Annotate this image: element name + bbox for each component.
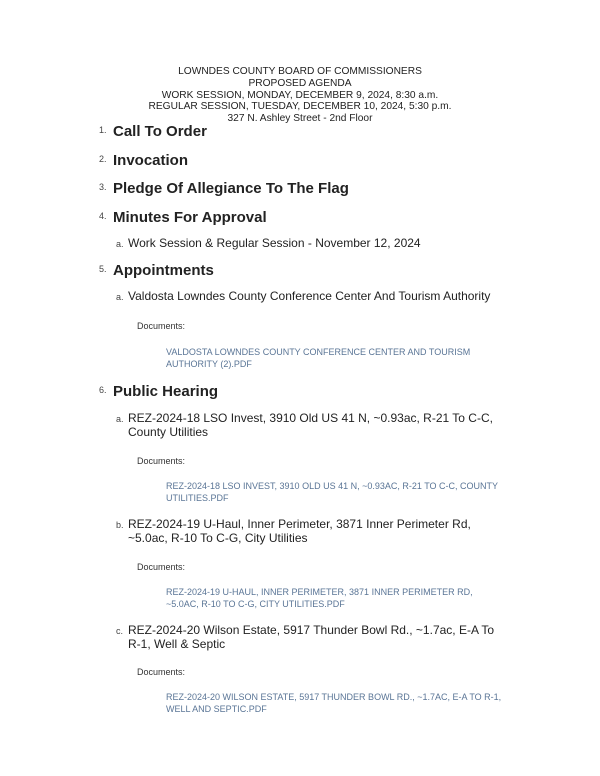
sub-item-rez-2024-20: REZ-2024-20 Wilson Estate, 5917 Thunder Bowl Rd., ~1.7ac, E-A To R-1, Well & Septic: [128, 623, 495, 651]
item-number: 1.: [99, 125, 107, 135]
item-title-invocation: Invocation: [113, 152, 189, 169]
item-title-minutes: Minutes For Approval: [113, 209, 267, 226]
documents-label: Documents:: [137, 456, 186, 466]
document-link[interactable]: REZ-2024-18 LSO INVEST, 3910 OLD US 41 N, ~0.93AC, R-21 TO C-C, COUNTY UTILITIES.PDF: [166, 481, 498, 503]
item-title-pledge: Pledge Of Allegiance To The Flag: [113, 180, 349, 197]
documents-label: Documents:: [137, 321, 186, 331]
sub-letter: a.: [116, 414, 124, 424]
header-line: LOWNDES COUNTY BOARD OF COMMISSIONERS: [178, 66, 422, 77]
sub-letter: b.: [116, 520, 124, 530]
header-line: WORK SESSION, MONDAY, DECEMBER 9, 2024, 8:30 a.m.: [161, 89, 439, 101]
sub-item-appointment: Valdosta Lowndes County Conference Center And Tourism Authority: [128, 289, 491, 303]
item-title-public-hearing: Public Hearing: [113, 383, 219, 400]
sub-letter: a.: [116, 292, 124, 302]
sub-item-minutes: Work Session & Regular Session - November 12, 2024: [128, 236, 421, 250]
sub-letter: c.: [116, 626, 124, 636]
header-line: REGULAR SESSION, TUESDAY, DECEMBER 10, 2024, 5:30 p.m.: [148, 101, 452, 113]
item-number: 6.: [99, 385, 107, 395]
document-link[interactable]: VALDOSTA LOWNDES COUNTY CONFERENCE CENTER AND TOURISM AUTHORITY (2).PDF: [166, 347, 471, 369]
agenda-header: [0, 66, 600, 125]
item-title-call-to-order: Call To Order: [113, 123, 207, 140]
documents-label: Documents:: [137, 562, 186, 572]
documents-label: Documents:: [137, 667, 186, 677]
item-number: 2.: [99, 154, 107, 164]
sub-letter: a.: [116, 239, 124, 249]
sub-item-rez-2024-19: REZ-2024-19 U-Haul, Inner Perimeter, 3871 Inner Perimeter Rd, ~5.0ac, R-10 To C-G, City Utilities: [128, 517, 471, 545]
sub-item-rez-2024-18: REZ-2024-18 LSO Invest, 3910 Old US 41 N, ~0.93ac, R-21 To C-C, County Utilities: [128, 411, 493, 439]
header-line: PROPOSED AGENDA: [248, 77, 352, 89]
document-link[interactable]: REZ-2024-20 WILSON ESTATE, 5917 THUNDER BOWL RD., ~1.7AC, E-A TO R-1, WELL AND SEPTIC.PDF: [166, 692, 502, 714]
item-number: 4.: [99, 211, 107, 221]
item-number: 3.: [99, 182, 107, 192]
item-title-appointments: Appointments: [113, 262, 214, 279]
header-line: 327 N. Ashley Street - 2nd Floor: [227, 113, 373, 125]
item-number: 5.: [99, 264, 107, 274]
document-link[interactable]: REZ-2024-19 U-HAUL, INNER PERIMETER, 3871 INNER PERIMETER RD, ~5.0AC, R-10 TO C-G, CITY UTILITIES.PDF: [166, 587, 473, 609]
